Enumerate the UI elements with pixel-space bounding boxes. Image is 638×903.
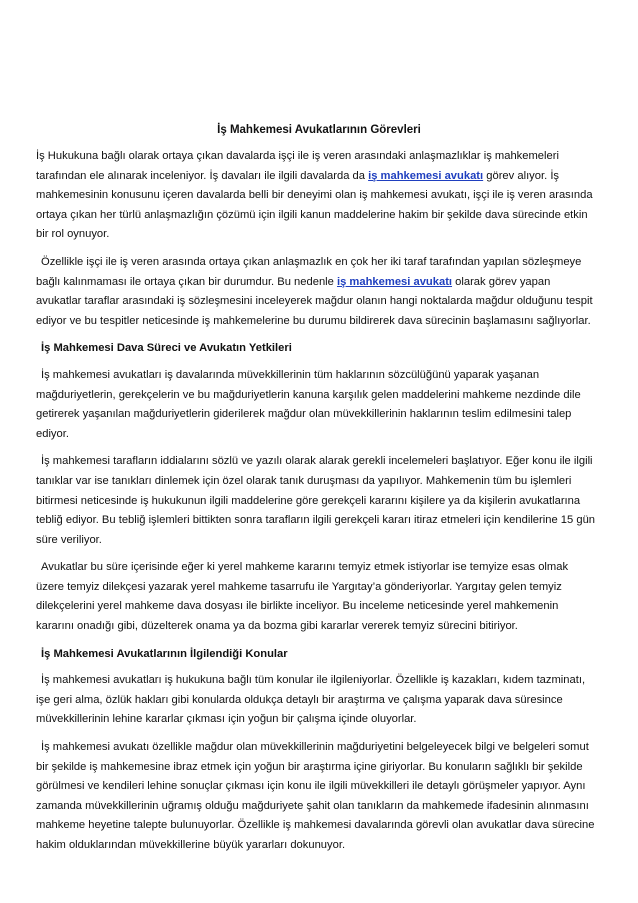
paragraph-evidence: İş mahkemesi avukatı özellikle mağdur olan müvekkillerinin mağduriyetini belgeleyecek bilgi ve belgeleri somut bir şekilde iş mahkemesine ibraz etmek için yoğun bir araştırma içine giriyorlar. Bu konuların sağlıklı bir şekilde görülmesi ve kendileri lehine sonuçlar çıkması için konu ile ilgili müvekkilleri ile detaylı görüşmeler yapıyor. Aynı zamanda müvekkillerinin uğramış olduğu mağduriyete şahit olan tanıkların da mahkemede ifadesinin alınmasını mahkeme heyetine talepte bulunuyorlar. Özellikle iş mahkemesi davalarında görevli olan avukatlar dava sürecine hakim olduklarından müvekkillerine büyük yararları dokunuyor.: [36, 741, 595, 851]
paragraph-appeal: Avukatlar bu süre içerisinde eğer ki yerel mahkeme kararını temyiz etmek istiyorlar ise temyize esas olmak üzere temyiz dilekçesi yazarak yerel mahkeme tasarrufu ile Yargıtay’a gönderiyorlar. Yargıtay gelen temyiz dilekçelerini yerel mahkeme dava dosyası ile birlikte inceliyor. Bu inceleme neticesinde yerel mahkemenin kararını onadığı gibi, düzelterek onama ya da bozma gibi kararlar vererek temyiz sürecini bitiriyor.: [36, 561, 569, 633]
paragraph-intro: [36, 147, 596, 245]
paragraph-intro-text-after: görev alıyor. İş mahkemesinin konusunu içeren davalarda belli bir deneyimi olan iş mahkemesi avukatı, işçi ile iş veren arasında ortaya çıkan her türlü anlaşmazlığın çözümü için ilgili kanun maddelerine hakim bir şekilde dava sürecinde etkin bir rol oynuyor.: [36, 169, 593, 241]
is-mahkemesi-avukati-link-2[interactable]: iş mahkemesi avukatı: [336, 275, 453, 288]
paragraph-intro-text-before: İş Hukukuna bağlı olarak ortaya çıkan davalarda işçi ile iş veren arasındaki anlaşmazlıklar iş mahkemeleri tarafından ele alınarak inceleniyor. İş davaları ile ilgili davalarda da: [36, 150, 559, 182]
paragraph-lawyer-role: İş mahkemesi avukatları iş davalarında müvekkillerinin tüm haklarının sözcülüğünü yaparak yaşanan mağduriyetlerin, gerekçelerin ve bu mağduriyetlerin kanuna karşılık gelen maddelerini mahkeme nezdinde dile getirerek yaşanılan mağduriyetlerin giderilerek mağdur olan müvekkillerinin haklarının teslim edilmesini talep ediyor.: [36, 368, 581, 440]
paragraph-court-process: İş mahkemesi tarafların iddialarını sözlü ve yazılı olarak alarak gerekli incelemeleri başlatıyor. Eğer konu ile ilgili tanıklar var ise tanıkları dinlemek için özel olarak tanık duruşması da yapılıyor. Mahkemenin tüm bu işlemleri bitirmesi neticesinde iş hukukunun ilgili maddelerine göre gerekçeli kararını kişilere ya da kişilerin avukatlarına tebliğ ediyor. Bu tebliğ işlemleri bittikten sonra tarafların ilgili gerekçeli kararı itiraz etmeleri için kendilerine 15 gün süre veriliyor.: [36, 455, 596, 546]
document-body: [36, 147, 596, 864]
paragraph-dispute: [36, 253, 596, 331]
is-mahkemesi-avukati-link-1[interactable]: iş mahkemesi avukatı: [368, 169, 484, 182]
document-title: İş Mahkemesi Avukatlarının Görevleri: [217, 124, 421, 136]
section-heading-konular: İş Mahkemesi Avukatlarının İlgilendiği Konular: [41, 647, 288, 660]
paragraph-dispute-text-before: Özellikle işçi ile iş veren arasında ortaya çıkan anlaşmazlık en çok her iki taraf tarafından yapılan sözleşmeye bağlı kalınmaması ile ortaya çıkan bir durumdur. Bu nedenle: [36, 255, 582, 288]
section-heading-dava-sureci: İş Mahkemesi Dava Süreci ve Avukatın Yetkileri: [41, 342, 292, 355]
paragraph-topics: İş mahkemesi avukatları iş hukukuna bağlı tüm konular ile ilgileniyorlar. Özellikle iş kazakları, kıdem tazminatı, işe geri alma, özlük hakları gibi konularda oldukça detaylı bir araştırma ve çalışma yaparak dava süresince müvekkillerinin lehine kararlar çıkması için yoğun bir çalışma içinde oluyorlar.: [36, 674, 586, 726]
paragraph-dispute-text-after: olarak görev yapan avukatlar taraflar arasındaki iş sözleşmesini inceleyerek mağdur olanın hangi noktalarda mağdur olduğunu tespit ediyor ve bu tespitler neticesinde iş mahkemelerine bu durumu bildirerek dava sürecinin başlamasını sağlıyorlar.: [36, 275, 593, 327]
